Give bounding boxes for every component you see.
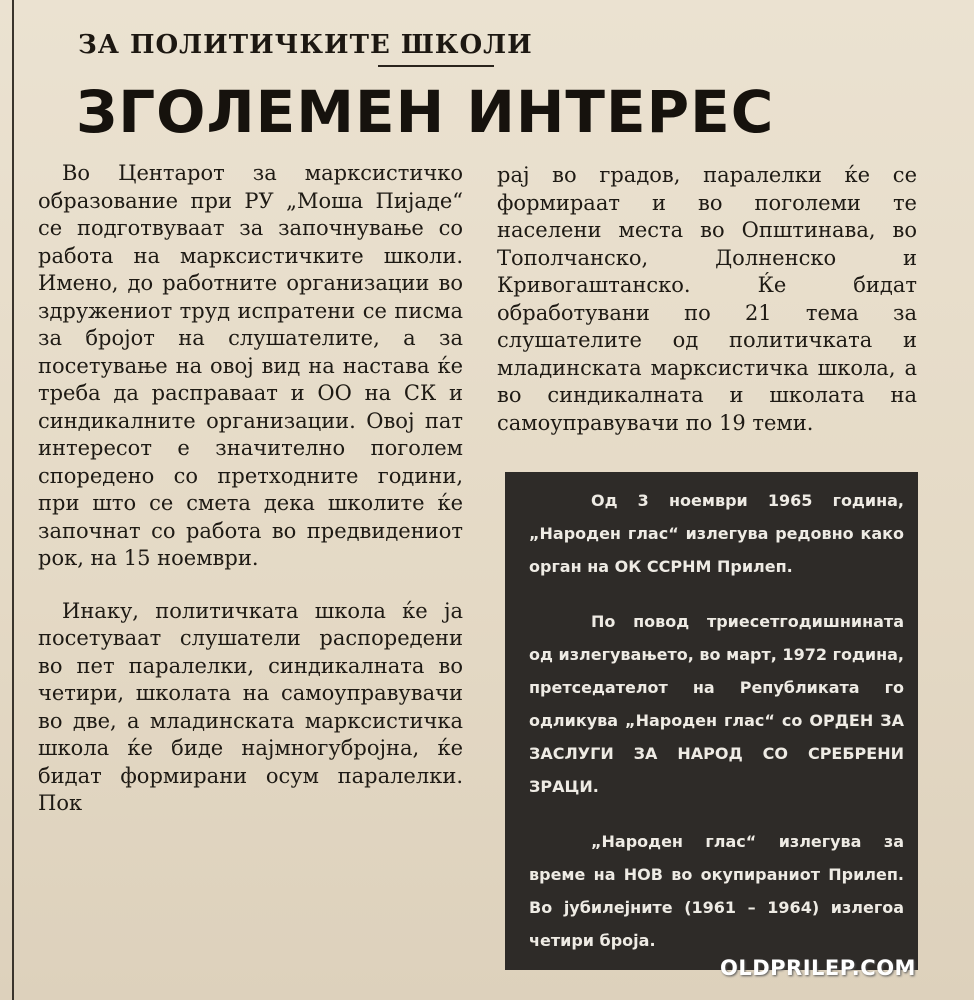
- article-left-column: [38, 160, 463, 818]
- column-rule: [12, 0, 14, 1000]
- article-paragraph: Инаку, политичката школа ќе ја посетуваат слушатели распоредени во пет паралелки, синдикалната во четири, школата на самоуправувачи во две, а младинската марксистичка школа ќе биде најмногубројна, ќе бидат формирани осум паралелки. Пок: [38, 598, 463, 815]
- article-headline: ЗГОЛЕМЕН ИНТЕРЕС: [76, 78, 775, 146]
- info-box-paragraph: „Народен глас“ излегува за време на НОВ во окупираниот Прилеп. Во јубилејните (1961 – 1964) излегоа четири броја.: [529, 832, 904, 950]
- article-paragraph: Во Центарот за марксистичко образование при РУ „Моша Пијаде“ се подготвуваат за започнување со работа на марксистичките школи. Имено, до работните организации во здружениот труд испратени се писма за бројот на слушателите, а за посетување на овој вид на настава ќе треба да расправаат и ОО на СК и синдикалните организации. Овој пат интересот е значително поголем споредено со претходните години, при што се смета дека школите ќе започнат со работа во предвидениот рок, на 15 ноември.: [38, 161, 463, 570]
- article-kicker: ЗА ПОЛИТИЧКИТЕ ШКОЛИ: [78, 30, 533, 60]
- site-watermark: OLDPRILEP.COM: [720, 956, 916, 980]
- article-right-column: [497, 162, 917, 437]
- info-box-paragraph: Од 3 ноември 1965 година, „Народен глас“ излегува редовно како орган на ОК ССРНМ Прилеп.: [529, 491, 904, 576]
- article-paragraph: рај во градов, паралелки ќе се формираат и во поголеми те населени места во Општинава, во Тополчанско, Долненско и Кривогаштанско. Ќе бидат обработувани по 21 тема за слушателите од политичката и младинската марксистичка школа, а во синдикалната и школата на самоуправувачи по 19 теми.: [497, 163, 917, 435]
- info-box: [505, 472, 918, 970]
- info-box-paragraph: По повод триесетгодишнината од излегувањето, во март, 1972 година, претседателот на Републиката го одликува „Народен глас“ со ОРДЕН ЗА ЗАСЛУГИ ЗА НАРОД СО СРЕБРЕНИ ЗРАЦИ.: [529, 612, 904, 796]
- kicker-underline: [378, 65, 494, 67]
